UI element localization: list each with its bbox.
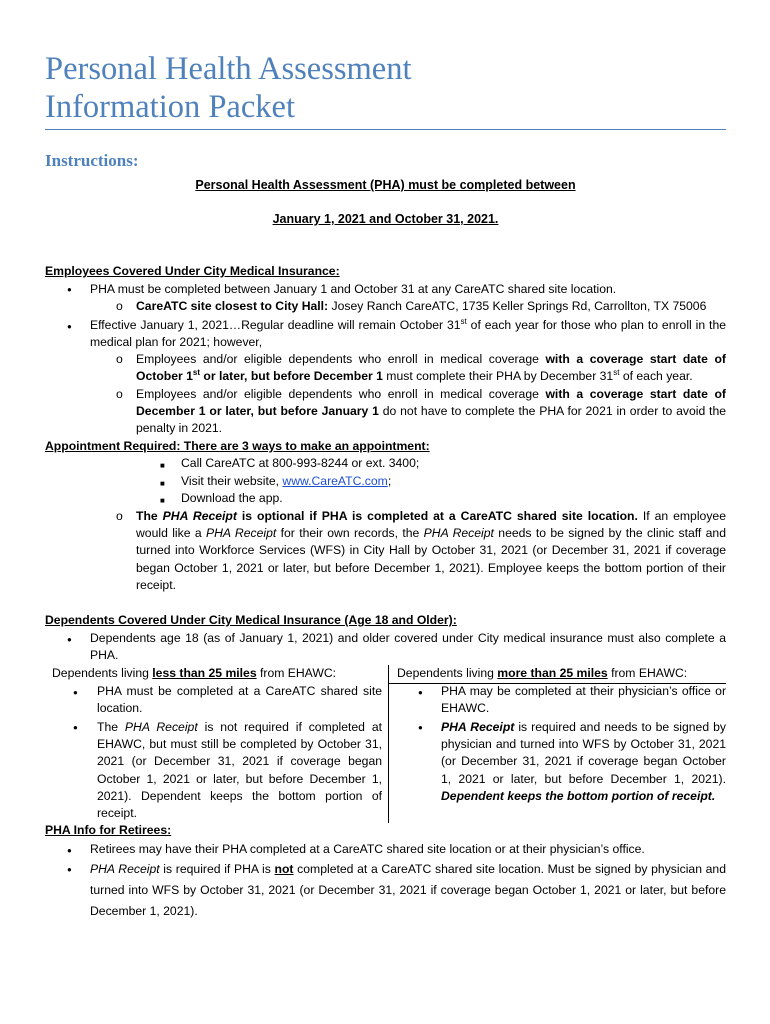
bullet-square-icon: ■ xyxy=(160,496,165,505)
retirees-bullet-1: Retirees may have their PHA completed at a CareATC shared site location or at their physician’s office. xyxy=(90,842,645,856)
bullet-circle-icon: o xyxy=(116,352,123,366)
dependents-heading: Dependents Covered Under City Medical Insurance (Age 18 and Older): xyxy=(45,613,457,627)
retirees-bullet-2: PHA Receipt is required if PHA is not completed at a CareATC shared site location. Must be signed by physician and turned into WFS by October 31, 2021 (or December 31, 2021 if coverage began October 1, 2021 or later, but before December 1, 2021). xyxy=(90,862,726,918)
bullet-disc-icon: ● xyxy=(67,865,72,874)
left-bullet-2: The PHA Receipt is not required if completed at EHAWC, but must still be completed by October 31, 2021 (or December 31, 2021 if coverage began October 1, 2021 or later, but before December 1, 2021). Dependent keeps the bottom portion of receipt. xyxy=(97,720,382,821)
right-bullet-2: PHA Receipt is required and needs to be signed by physician and turned into WFS by October 31, 2021 (or December 31, 2021 if coverage began October 1, 2021 or later, but before December 1, 2021). Dependent keeps the bottom portion of receipt. xyxy=(441,720,726,803)
instructions-heading: Instructions: xyxy=(45,151,139,170)
page-title xyxy=(45,50,735,126)
bullet-square-icon: ■ xyxy=(160,479,165,488)
appointment-download: Download the app. xyxy=(181,491,283,505)
column-divider xyxy=(388,665,389,823)
employees-subitem-2: Employees and/or eligible dependents who enroll in medical coverage with a coverage start date of December 1 or later, but before January 1 do not have to complete the PHA for 2021 in order to avoid the penalty in 2021. xyxy=(136,387,726,436)
dependents-intro: Dependents age 18 (as of January 1, 2021) and older covered under City medical insurance must also complete a PHA. xyxy=(90,631,726,663)
receipt-note: The PHA Receipt is optional if PHA is completed at a CareATC shared site location. If an employee would like a PHA Receipt for their own records, the PHA Receipt needs to be signed by the clinic staff and turned into Workforce Services (WFS) in City Hall by October 31, 2021 (or December 31, 2021 if coverage began October 1, 2021 or later, but before December 1, 2021). Employee keeps the bottom portion of their receipt. xyxy=(136,509,726,592)
bullet-circle-icon: o xyxy=(116,387,123,401)
right-column-heading: Dependents living more than 25 miles from EHAWC: xyxy=(397,666,688,680)
bullet-disc-icon: ● xyxy=(73,688,78,697)
bullet-disc-icon: ● xyxy=(418,723,423,732)
employees-subitem-1: Employees and/or eligible dependents who enroll in medical coverage with a coverage start date of October 1st or later, but before December 1 must complete their PHA by December 31st of each year. xyxy=(136,352,726,384)
employees-bullet-1: PHA must be completed between January 1 and October 31 at any CareATC shared site location. xyxy=(90,282,617,296)
retirees-heading: PHA Info for Retirees: xyxy=(45,823,172,837)
left-column-heading: Dependents living less than 25 miles from EHAWC: xyxy=(52,666,337,680)
appointment-heading: Appointment Required: There are 3 ways to make an appointment: xyxy=(45,439,430,453)
bullet-square-icon: ■ xyxy=(160,461,165,470)
bullet-disc-icon: ● xyxy=(67,285,72,294)
deadline-line-2: January 1, 2021 and October 31, 2021. xyxy=(272,212,499,226)
bullet-circle-icon: o xyxy=(116,509,123,523)
bullet-disc-icon: ● xyxy=(418,688,423,697)
deadline-line-1: Personal Health Assessment (PHA) must be completed between xyxy=(195,178,576,192)
right-bullet-1: PHA may be completed at their physician’s office or EHAWC. xyxy=(441,684,726,716)
bullet-disc-icon: ● xyxy=(67,635,72,644)
bullet-circle-icon: o xyxy=(116,299,123,313)
employees-bullet-2: Effective January 1, 2021…Regular deadline will remain October 31st of each year for those who plan to enroll in the medical plan for 2021; however, xyxy=(90,316,726,350)
left-bullet-1: PHA must be completed at a CareATC shared site location. xyxy=(97,684,382,716)
bullet-disc-icon: ● xyxy=(67,846,72,855)
title-line-1: Personal Health Assessment xyxy=(45,51,412,87)
employees-heading: Employees Covered Under City Medical Insurance: xyxy=(45,264,340,278)
closest-site-item: CareATC site closest to City Hall: Josey Ranch CareATC, 1735 Keller Springs Rd, Carrollton, TX 75006 xyxy=(136,299,707,313)
title-line-2: Information Packet xyxy=(45,89,295,125)
appointment-visit: Visit their website, www.CareATC.com; xyxy=(181,474,392,488)
appointment-call: Call CareATC at 800-993-8244 or ext. 3400; xyxy=(181,456,420,470)
bullet-disc-icon: ● xyxy=(73,723,78,732)
bullet-disc-icon: ● xyxy=(67,322,72,331)
title-divider xyxy=(45,129,726,130)
careatc-website-link[interactable]: www.CareATC.com xyxy=(282,474,388,488)
